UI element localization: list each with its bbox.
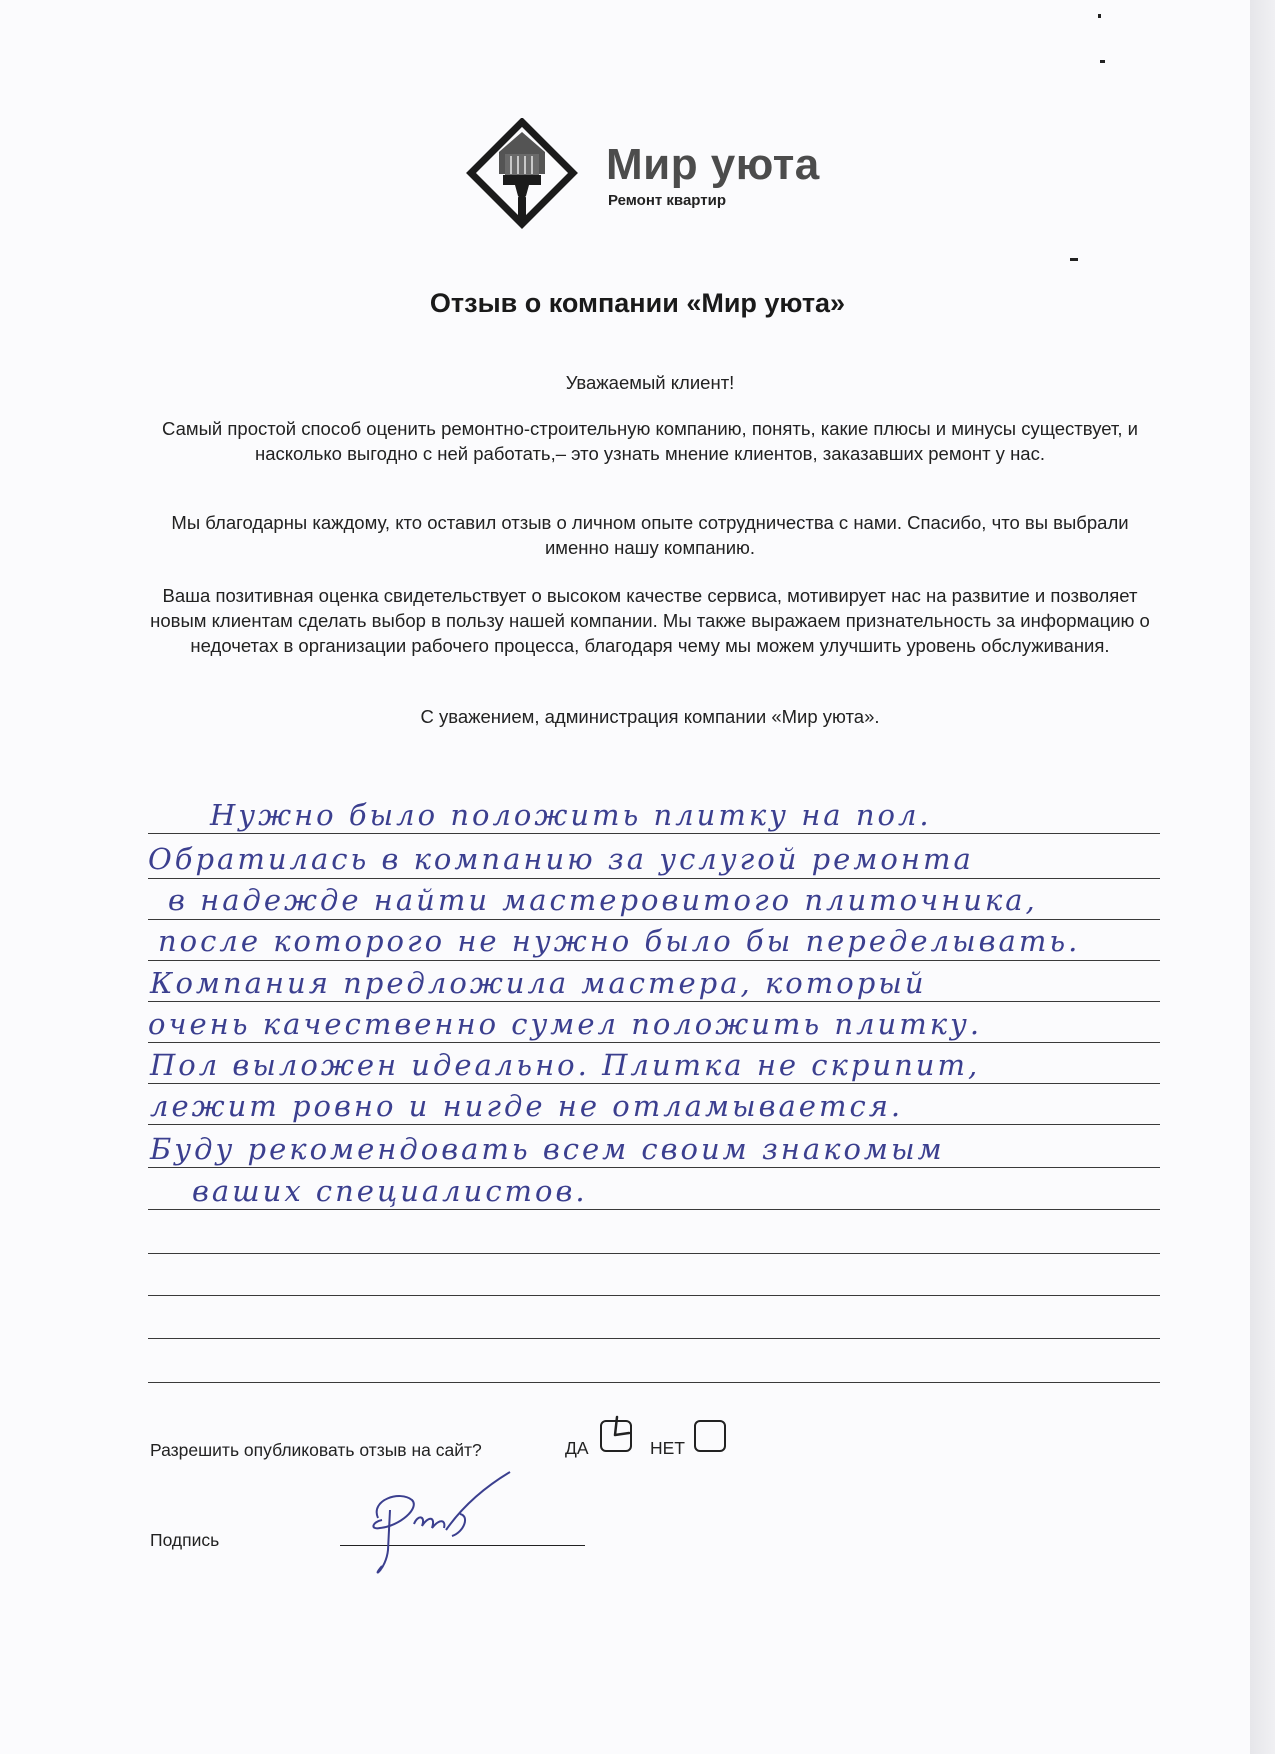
- review-rule: [148, 1167, 1160, 1168]
- brand-tagline: Ремонт квартир: [608, 192, 726, 209]
- review-lines: [148, 0, 1160, 1754]
- review-rule: [148, 1124, 1160, 1125]
- review-rule: [148, 1042, 1160, 1043]
- review-rule: [148, 919, 1160, 920]
- publish-no-checkbox[interactable]: [694, 1420, 726, 1452]
- review-text-line: в надежде найти мастеровитого плиточника,: [168, 883, 1038, 917]
- review-text-line: Компания предложила мастера, который: [150, 966, 927, 1000]
- review-rule: [148, 833, 1160, 834]
- review-text-line: очень качественно сумел положить плитку.: [148, 1007, 983, 1041]
- review-text-line: Буду рекомендовать всем своим знакомым: [150, 1132, 945, 1166]
- review-text-line: ваших специалистов.: [192, 1174, 588, 1208]
- page-title: Отзыв о компании «Мир уюта»: [429, 288, 846, 318]
- thanks-paragraph: Мы благодарны каждому, кто оставил отзыв о личном опыте сотрудничества с нами. Спасибо, что вы выбрали именно нашу компанию.: [171, 512, 1129, 558]
- review-rule: [148, 1001, 1160, 1002]
- review-text-line: Обратилась в компанию за услугой ремонта: [148, 842, 974, 876]
- publish-no-label: НЕТ: [650, 1438, 685, 1458]
- closing-line: С уважением, администрация компании «Мир уюта».: [420, 706, 880, 727]
- brand-name: Мир уюта: [606, 140, 820, 189]
- feedback-paragraph: Ваша позитивная оценка свидетельствует о высоком качестве сервиса, мотивирует нас на развитие и позволяет новым клиентам сделать выбор в пользу нашей компании. Мы также выражаем признательность за информацию о недочетах в организации рабочего процесса, благодаря чему мы можем улучшить уровень обслуживания.: [150, 585, 1150, 656]
- review-text-line: лежит ровно и нигде не отламывается.: [150, 1089, 904, 1123]
- review-rule: [148, 878, 1160, 879]
- review-text-line: Пол выложен идеально. Плитка не скрипит,: [150, 1048, 981, 1082]
- review-rule: [148, 1338, 1160, 1339]
- scan-edge: [1250, 0, 1275, 1754]
- greeting: Уважаемый клиент!: [565, 372, 735, 393]
- intro-paragraph: Самый простой способ оценить ремонтно-строительную компанию, понять, какие плюсы и минусы существует, и насколько выгодно с ней работать,– это узнать мнение клиентов, заказавших ремонт у нас.: [162, 418, 1138, 464]
- review-rule: [148, 1253, 1160, 1254]
- publish-question: Разрешить опубликовать отзыв на сайт?: [150, 1440, 482, 1460]
- review-rule: [148, 1295, 1160, 1296]
- handwritten-signature: [360, 1470, 520, 1590]
- publish-yes-label: ДА: [565, 1438, 589, 1458]
- review-rule: [148, 1382, 1160, 1383]
- review-text-line: Нужно было положить плитку на пол.: [210, 798, 932, 832]
- check-mark-icon: [603, 1413, 633, 1447]
- review-text-line: после которого не нужно было бы переделывать.: [158, 924, 1081, 958]
- review-rule: [148, 1083, 1160, 1084]
- signature-label: Подпись: [150, 1530, 220, 1550]
- review-rule: [148, 960, 1160, 961]
- review-rule: [148, 1209, 1160, 1210]
